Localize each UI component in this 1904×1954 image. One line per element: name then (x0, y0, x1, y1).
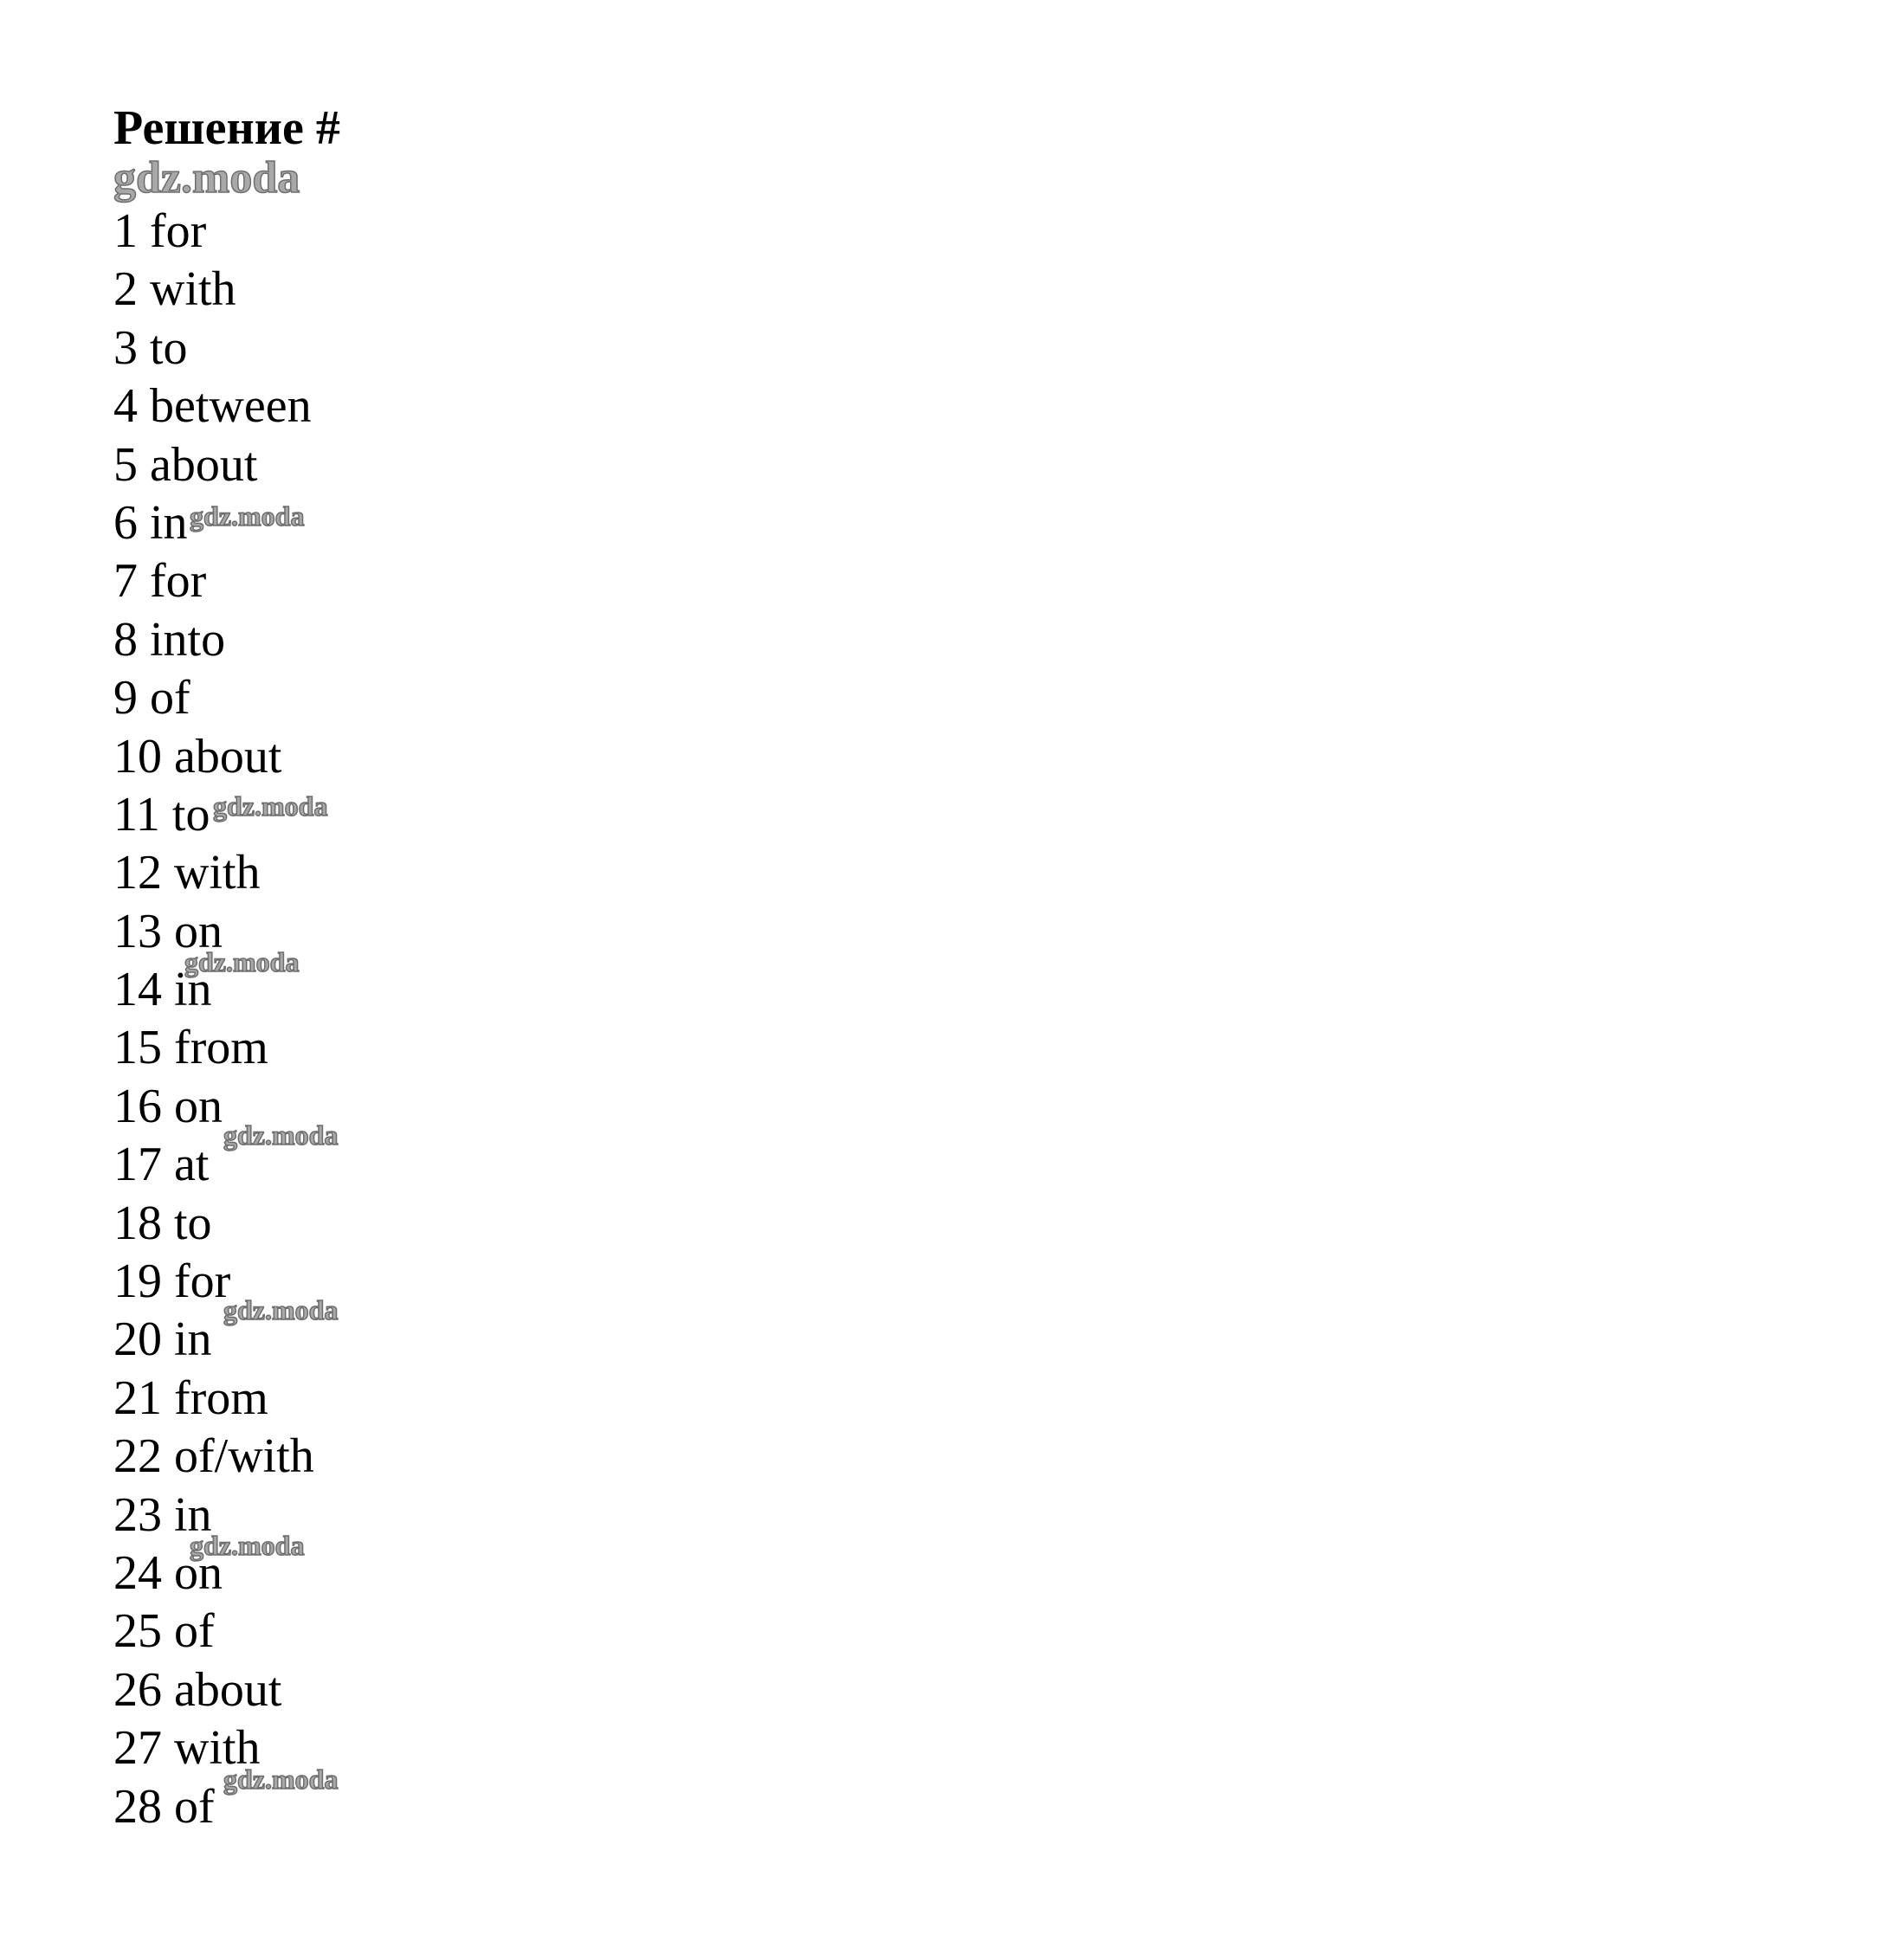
answer-word: from (174, 1021, 268, 1075)
answer-word: for (150, 204, 207, 258)
answer-item (113, 1603, 979, 1661)
answer-number: 6 (113, 495, 138, 550)
watermark-logo: gdz.moda (213, 790, 328, 822)
answer-word: to (174, 1196, 212, 1250)
answer-item (113, 494, 979, 552)
answer-word: in (174, 963, 212, 1017)
answer-item (113, 1370, 979, 1428)
answer-item (113, 377, 979, 435)
answer-word: for (150, 554, 207, 609)
answer-number: 28 (113, 1779, 162, 1834)
answer-number: 24 (113, 1545, 162, 1600)
watermark-logo: gdz.moda (184, 946, 300, 978)
answer-word: about (174, 729, 282, 784)
solution-heading: Решение # (113, 101, 340, 155)
answer-number: 26 (113, 1662, 162, 1717)
answer-number: 2 (113, 262, 138, 317)
answer-number: 3 (113, 320, 138, 375)
answer-number: 17 (113, 1138, 162, 1192)
answer-list (113, 203, 979, 1836)
answer-item (113, 946, 979, 1019)
answer-number: 5 (113, 437, 138, 492)
answer-item (113, 1763, 979, 1836)
watermark-logo: gdz.moda (113, 153, 300, 203)
answer-word: on (174, 1545, 223, 1600)
answer-number: 18 (113, 1196, 162, 1250)
answer-item (113, 611, 979, 669)
watermark-logo: gdz.moda (223, 1294, 339, 1326)
answer-number: 21 (113, 1370, 162, 1425)
watermark-logo: gdz.moda (190, 1529, 305, 1561)
answer-number: 14 (113, 963, 162, 1017)
answer-word: of/with (174, 1429, 314, 1484)
answer-word: into (150, 612, 226, 667)
answer-item (113, 1294, 979, 1369)
answer-item (113, 552, 979, 610)
answer-item (113, 1529, 979, 1603)
answer-word: with (174, 846, 261, 900)
answer-number: 15 (113, 1021, 162, 1075)
answer-word: about (150, 437, 258, 492)
answer-number: 11 (113, 787, 160, 842)
answer-word: with (174, 1721, 261, 1776)
watermark-logo: gdz.moda (190, 500, 305, 532)
watermark-logo: gdz.moda (223, 1119, 339, 1151)
answer-number: 4 (113, 379, 138, 434)
answer-item (113, 1019, 979, 1077)
answer-number: 22 (113, 1429, 162, 1484)
answer-number: 8 (113, 612, 138, 667)
answer-word: in (174, 1487, 212, 1542)
answer-word: on (174, 1079, 223, 1133)
answer-word: of (174, 1779, 215, 1834)
answer-word: of (174, 1604, 215, 1659)
answer-item (113, 319, 979, 377)
answer-number: 23 (113, 1487, 162, 1542)
answer-word: from (174, 1370, 268, 1425)
answer-word: with (150, 262, 236, 317)
answer-word: on (174, 904, 223, 958)
answer-word: between (150, 379, 312, 434)
answer-number: 7 (113, 554, 138, 609)
answer-word: of (150, 671, 190, 725)
answer-number: 25 (113, 1604, 162, 1659)
answer-item (113, 786, 979, 844)
answer-word: to (171, 787, 210, 842)
answer-item (113, 1195, 979, 1253)
answer-item (113, 1119, 979, 1194)
answer-word: at (174, 1138, 210, 1192)
answer-number: 20 (113, 1312, 162, 1367)
answer-item (113, 1661, 979, 1719)
answer-word: in (174, 1312, 212, 1367)
document-page (113, 102, 979, 1836)
answer-item (113, 436, 979, 494)
answer-word: about (174, 1662, 282, 1717)
answer-number: 1 (113, 204, 138, 258)
answer-number: 12 (113, 846, 162, 900)
answer-number: 13 (113, 904, 162, 958)
answer-number: 10 (113, 729, 162, 784)
watermark-line (113, 154, 979, 203)
answer-item (113, 669, 979, 727)
answer-word: to (150, 320, 188, 375)
answer-number: 16 (113, 1079, 162, 1133)
answer-word: for (174, 1254, 231, 1309)
answer-item (113, 203, 979, 261)
answer-number: 27 (113, 1721, 162, 1776)
answer-item (113, 261, 979, 319)
answer-word: in (150, 495, 188, 550)
answer-number: 9 (113, 671, 138, 725)
answer-item (113, 844, 979, 902)
answer-number: 19 (113, 1254, 162, 1309)
answer-item (113, 1428, 979, 1486)
watermark-logo: gdz.moda (223, 1763, 339, 1795)
